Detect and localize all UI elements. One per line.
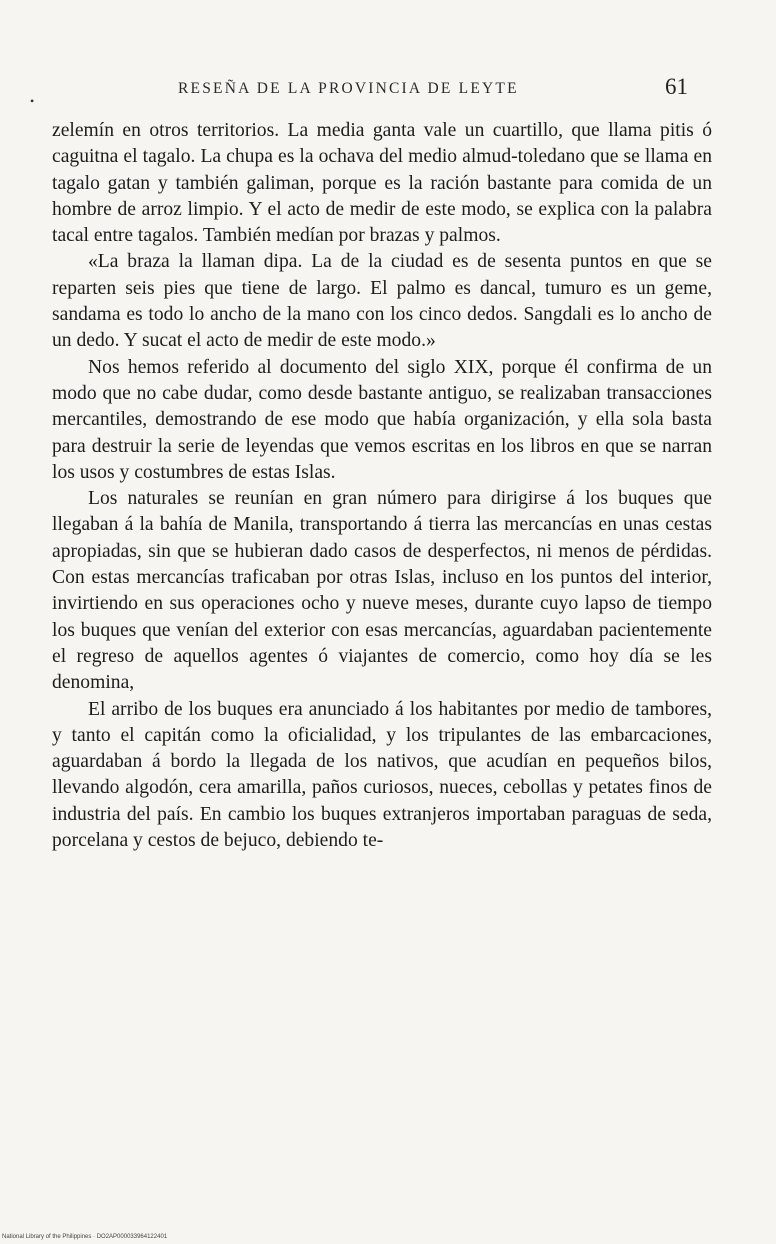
running-head: RESEÑA DE LA PROVINCIA DE LEYTE	[178, 80, 519, 97]
paragraph-documento: Nos hemos referido al documento del siglo XIX, porque él confirma de un modo que no cabe dudar, como desde bastante antiguo, se realizaban transacciones mercantiles, demostrando de ese modo que había organización, y ella sola basta para destruir la serie de leyendas que vemos escritas en los libros en que se narran los usos y costumbres de estas Islas.	[52, 356, 712, 483]
page-body	[52, 118, 712, 854]
paragraph-quote-braza: «La braza la llaman dipa. La de la ciudad es de sesenta puntos en que se reparten seis pies que tiene de largo. El palmo es dancal, tumuro es un geme, sandama es todo lo ancho de la mano con los cinco dedos. Sangdali es lo ancho de un dedo. Y sucat el acto de medir de este modo.»	[52, 251, 712, 352]
margin-mark: •	[30, 94, 35, 108]
page-number: 61	[665, 74, 688, 99]
paragraph-continuation: zelemín en otros territorios. La media ganta vale un cuartillo, que llama pitis ó caguitna el tagalo. La chupa es la ochava del medio almud-toledano que se llama en tagalo gatan y también galiman, porque es la ración bastante para comida de un hombre de arroz limpio. Y el acto de medir de este modo, se explica con la palabra tacal entre tagalos. También medían por brazas y palmos.	[52, 120, 712, 247]
paragraph-arribo: El arribo de los buques era anunciado á los habitantes por medio de tambores, y tanto el capitán como la oficialidad, y los tripulantes de las embarcaciones, aguardaban á bordo la llegada de los nativos, que acudían en pequeños bilos, llevando algodón, cera amarilla, paños curiosos, nueces, cebollas y petates finos de industria del país. En cambio los buques extranjeros importaban paraguas de seda, porcelana y cestos de bejuco, debiendo te-	[52, 698, 712, 852]
paragraph-naturales: Los naturales se reunían en gran número para dirigirse á los buques que llegaban á la bahía de Manila, transportando á tierra las mercancías en unas cestas apropiadas, sin que se hubieran dado casos de desperfectos, ni menos de pérdidas. Con estas mercancías traficaban por otras Islas, incluso en los puntos del interior, invirtiendo en sus operaciones ocho y nueve meses, durante cuyo lapso de tiempo los buques que venían del exterior con esas mercancías, aguardaban pacientemente el regreso de aquellos agentes ó viajantes de comercio, como hoy día se les denomina,	[52, 488, 712, 694]
scan-footer: National Library of the Philippines · DO2AP000033964122401	[2, 1234, 168, 1240]
page-header	[52, 74, 688, 108]
